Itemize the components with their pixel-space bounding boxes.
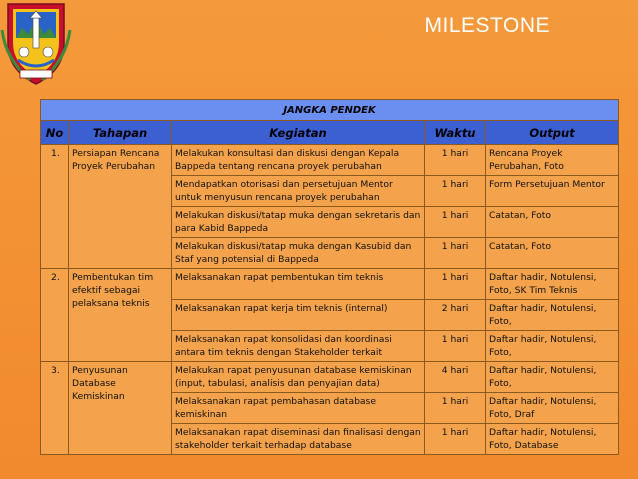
activity-cell: Melaksanakan rapat kerja tim teknis (internal) <box>172 300 425 331</box>
row-number: 3. <box>41 362 69 455</box>
activity-cell: Melakukan konsultasi dan diskusi dengan Kepala Bappeda tentang rencana proyek perubahan <box>172 145 425 176</box>
table-row <box>41 362 619 393</box>
output-cell: Catatan, Foto <box>486 207 619 238</box>
activity-cell: Melaksanakan rapat pembentukan tim teknis <box>172 269 425 300</box>
duration-cell: 1 hari <box>425 393 486 424</box>
stage-cell: Penyusunan Database Kemiskinan <box>69 362 172 455</box>
output-cell: Catatan, Foto <box>486 238 619 269</box>
column-header-output: Output <box>486 121 619 145</box>
duration-cell: 1 hari <box>425 176 486 207</box>
output-cell: Daftar hadir, Notulensi, Foto, Draf <box>486 393 619 424</box>
row-number: 1. <box>41 145 69 269</box>
duration-cell: 2 hari <box>425 300 486 331</box>
column-header-waktu: Waktu <box>425 121 486 145</box>
milestone-table-wrapper <box>40 99 618 455</box>
column-header-tahapan: Tahapan <box>69 121 172 145</box>
milestone-table <box>40 99 619 455</box>
output-cell: Daftar hadir, Notulensi, Foto, <box>486 362 619 393</box>
stage-cell: Persiapan Rencana Proyek Perubahan <box>69 145 172 269</box>
duration-cell: 1 hari <box>425 424 486 455</box>
duration-cell: 1 hari <box>425 331 486 362</box>
stage-cell: Pembentukan tim efektif sebagai pelaksana teknis <box>69 269 172 362</box>
row-number: 2. <box>41 269 69 362</box>
activity-cell: Melakukan diskusi/tatap muka dengan sekretaris dan para Kabid Bappeda <box>172 207 425 238</box>
output-cell: Rencana Proyek Perubahan, Foto <box>486 145 619 176</box>
activity-cell: Melaksanakan rapat pembahasan database kemiskinan <box>172 393 425 424</box>
activity-cell: Melaksanakan rapat diseminasi dan finalisasi dengan stakeholder terkait terhadap database <box>172 424 425 455</box>
duration-cell: 4 hari <box>425 362 486 393</box>
table-row <box>41 145 619 176</box>
activity-cell: Melakukan rapat penyusunan database kemiskinan (input, tabulasi, analisis dan penyajian data) <box>172 362 425 393</box>
activity-cell: Melakukan diskusi/tatap muka dengan Kasubid dan Staf yang potensial di Bappeda <box>172 238 425 269</box>
output-cell: Form Persetujuan Mentor <box>486 176 619 207</box>
duration-cell: 1 hari <box>425 145 486 176</box>
emblem-logo <box>0 0 72 88</box>
column-header-kegiatan: Kegiatan <box>172 121 425 145</box>
group-header: JANGKA PENDEK <box>41 100 619 121</box>
output-cell: Daftar hadir, Notulensi, Foto, <box>486 331 619 362</box>
table-row <box>41 269 619 300</box>
duration-cell: 1 hari <box>425 269 486 300</box>
duration-cell: 1 hari <box>425 207 486 238</box>
output-cell: Daftar hadir, Notulensi, Foto, SK Tim Teknis <box>486 269 619 300</box>
activity-cell: Mendapatkan otorisasi dan persetujuan Mentor untuk menyusun rencana proyek perubahan <box>172 176 425 207</box>
slide-title: MILESTONE <box>424 14 550 37</box>
output-cell: Daftar hadir, Notulensi, Foto, <box>486 300 619 331</box>
duration-cell: 1 hari <box>425 238 486 269</box>
output-cell: Daftar hadir, Notulensi, Foto, Database <box>486 424 619 455</box>
activity-cell: Melaksanakan rapat konsolidasi dan koordinasi antara tim teknis dengan Stakeholder terkait <box>172 331 425 362</box>
column-header-no: No <box>41 121 69 145</box>
